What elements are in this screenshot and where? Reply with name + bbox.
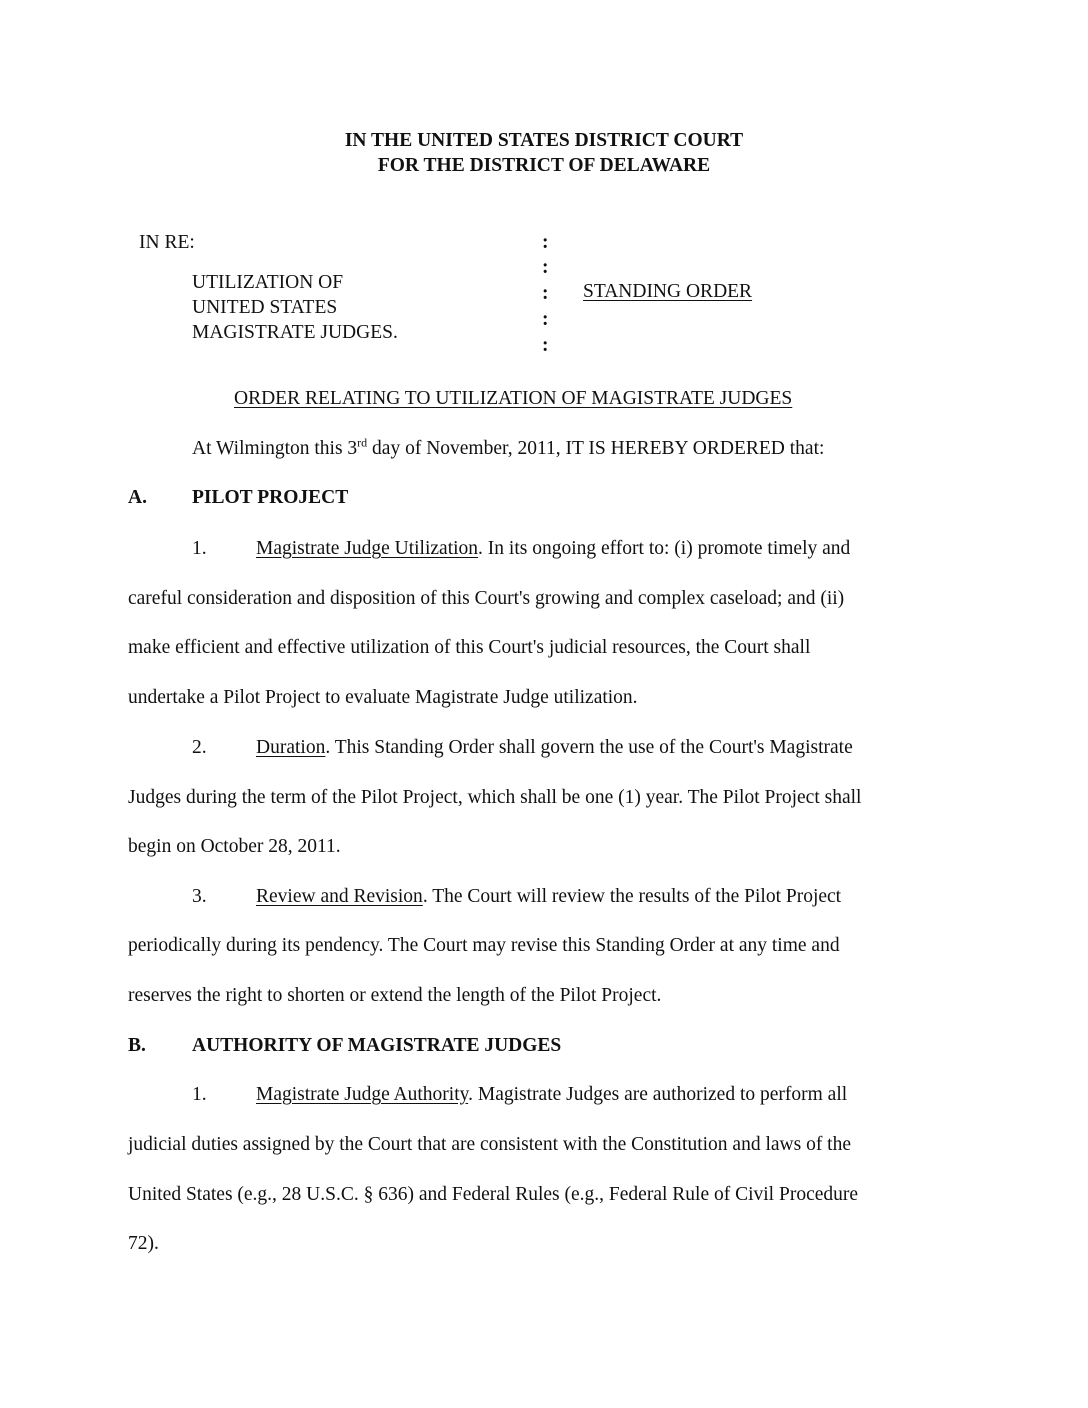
intro-paragraph xyxy=(192,435,825,460)
matter-line-3: MAGISTRATE JUDGES. xyxy=(192,322,398,343)
court-name-line1: IN THE UNITED STATES DISTRICT COURT xyxy=(344,130,744,151)
caption-colon: : xyxy=(542,283,549,304)
intro-text: At Wilmington this 3 xyxy=(192,438,358,459)
court-name-line2: FOR THE DISTRICT OF DELAWARE xyxy=(377,155,711,176)
intro-ordinal: rd xyxy=(357,435,368,450)
order-title: ORDER RELATING TO UTILIZATION OF MAGISTRATE JUDGES xyxy=(234,388,793,409)
item-first-line: . This Standing Order shall govern the use of the Court's Magistrate xyxy=(325,737,853,758)
paragraph-line: reserves the right to shorten or extend the length of the Pilot Project. xyxy=(128,985,662,1006)
matter-line-2: UNITED STATES xyxy=(192,297,338,318)
item-number: 3. xyxy=(192,886,207,907)
paragraph-line: make efficient and effective utilization of this Court's judicial resources, the Court shall xyxy=(128,637,811,658)
paragraph-line: periodically during its pendency. The Court may revise this Standing Order at any time and xyxy=(128,935,840,956)
document-type: STANDING ORDER xyxy=(583,281,753,302)
section-a-letter: A. xyxy=(128,487,147,508)
paragraph-line: judicial duties assigned by the Court that are consistent with the Constitution and laws of the xyxy=(128,1134,852,1155)
item-heading: Magistrate Judge Utilization xyxy=(256,538,479,559)
caption-colon: : xyxy=(542,257,549,278)
item-heading: Review and Revision xyxy=(256,886,423,907)
item-first-line: . In its ongoing effort to: (i) promote timely and xyxy=(478,538,851,559)
intro-text-rest: day of November, 2011, IT IS HEREBY ORDERED that: xyxy=(367,438,825,459)
caption-colon: : xyxy=(542,309,549,330)
item-heading: Duration xyxy=(256,737,326,758)
item-number: 1. xyxy=(192,538,207,559)
item-number: 1. xyxy=(192,1084,207,1105)
caption-colon: : xyxy=(542,335,549,356)
caption-colon: : xyxy=(542,232,549,253)
paragraph-line: begin on October 28, 2011. xyxy=(128,836,341,857)
section-a-title: PILOT PROJECT xyxy=(192,487,349,508)
paragraph-line: 72). xyxy=(128,1233,159,1254)
item-heading: Magistrate Judge Authority xyxy=(256,1084,469,1105)
matter-line-1: UTILIZATION OF xyxy=(192,272,344,293)
paragraph-line: careful consideration and disposition of this Court's growing and complex caseload; and (ii) xyxy=(128,588,845,609)
paragraph-line: Judges during the term of the Pilot Project, which shall be one (1) year. The Pilot Project shall xyxy=(128,787,862,808)
section-b-letter: B. xyxy=(128,1035,146,1056)
item-first-line: . The Court will review the results of the Pilot Project xyxy=(422,886,842,907)
item-number: 2. xyxy=(192,737,207,758)
section-b-title: AUTHORITY OF MAGISTRATE JUDGES xyxy=(192,1035,562,1056)
paragraph-line: United States (e.g., 28 U.S.C. § 636) and Federal Rules (e.g., Federal Rule of Civil Procedure xyxy=(128,1184,859,1205)
in-re-label: IN RE: xyxy=(139,232,195,253)
paragraph-line: undertake a Pilot Project to evaluate Magistrate Judge utilization. xyxy=(128,687,638,708)
item-first-line: . Magistrate Judges are authorized to perform all xyxy=(468,1084,848,1105)
